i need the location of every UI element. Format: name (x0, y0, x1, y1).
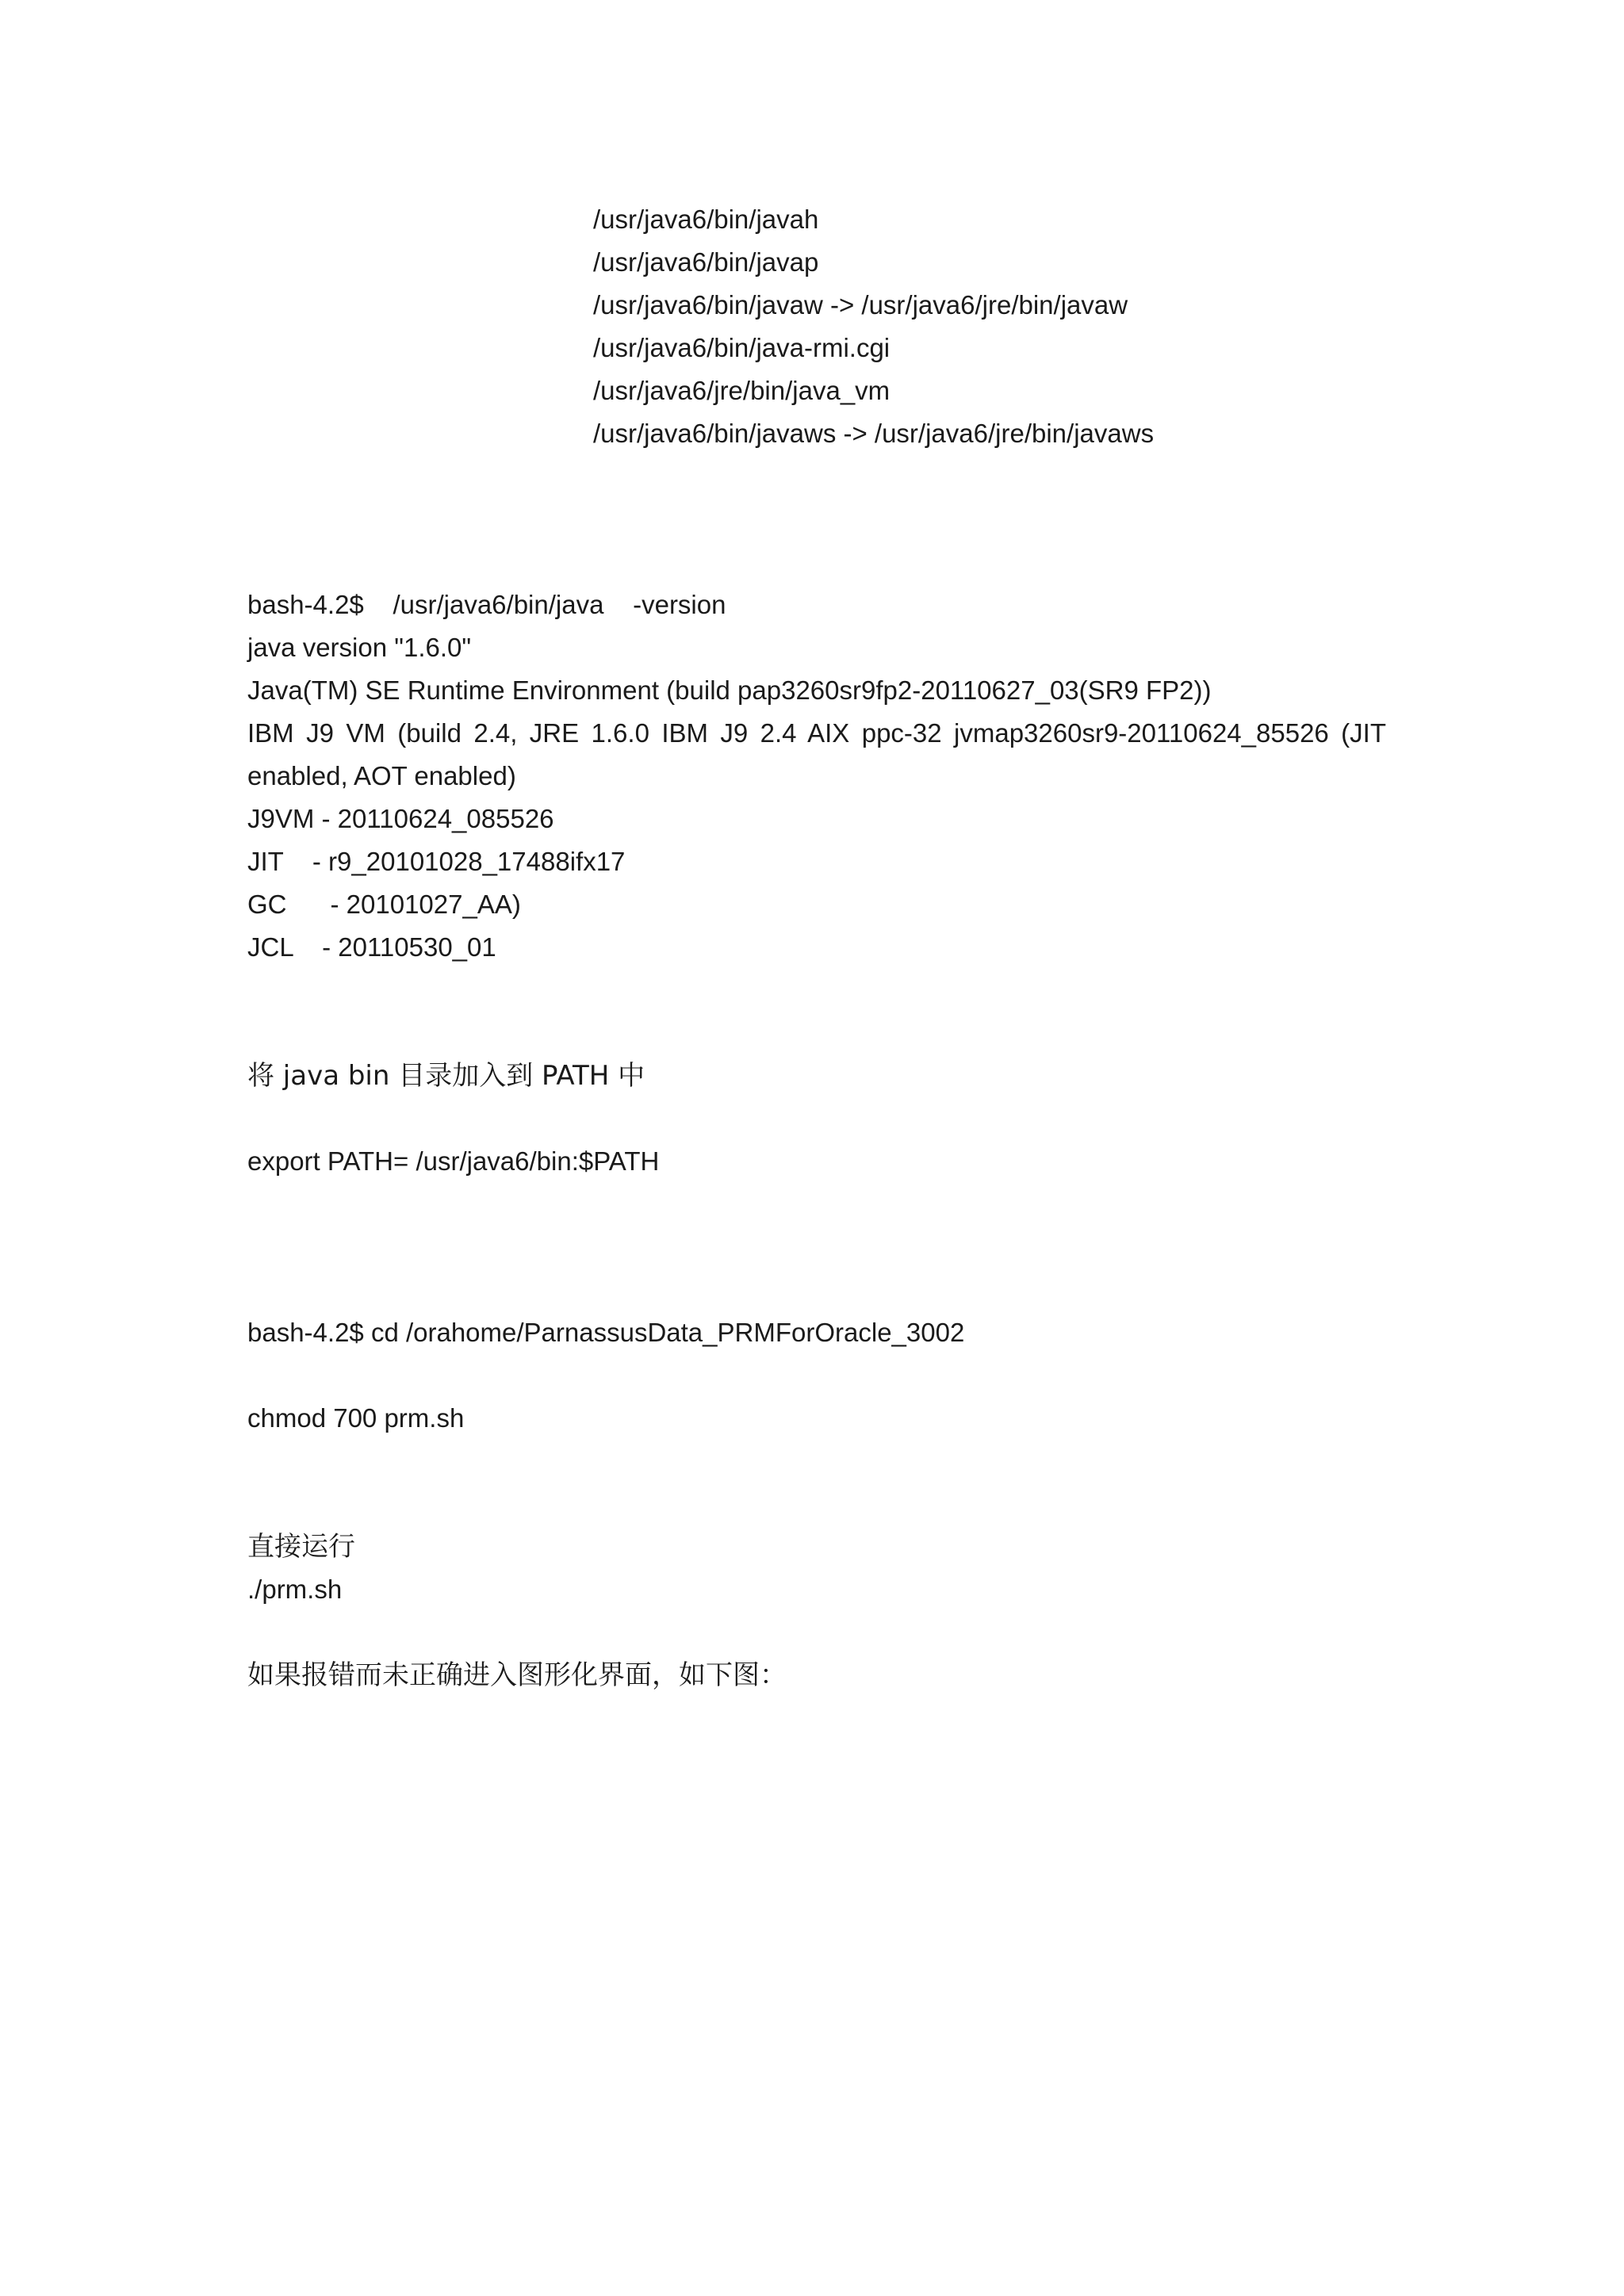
jit-line: JIT - r9_20101028_17488ifx17 (247, 847, 626, 876)
gc-line: GC - 20101027_AA) (247, 890, 521, 919)
version-command: bash-4.2$ /usr/java6/bin/java -version (247, 590, 726, 619)
cd-command: bash-4.2$ cd /orahome/ParnassusData_PRMForOracle_3002 (247, 1318, 965, 1347)
run-directly-label: 直接运行 (247, 1531, 355, 1563)
jcl-line: JCL - 20110530_01 (247, 932, 496, 962)
path-java-vm: /usr/java6/jre/bin/java_vm (593, 376, 891, 405)
path-javaw: /usr/java6/bin/javaw -> /usr/java6/jre/bin/javaw (593, 290, 1128, 320)
j9vm-line: J9VM - 20110624_085526 (247, 804, 554, 833)
path-javaws: /usr/java6/bin/javaws -> /usr/java6/jre/bin/javaws (593, 419, 1155, 448)
path-instruction: 将 java bin 目录加入到 PATH 中 (247, 1060, 645, 1092)
run-command: ./prm.sh (247, 1575, 343, 1604)
runtime-line: Java(TM) SE Runtime Environment (build pap3260sr9fp2-20110627_03(SR9 FP2)) (247, 675, 1212, 705)
path-javap: /usr/java6/bin/javap (593, 247, 819, 277)
error-note: 如果报错而未正确进入图形化界面，如下图： (247, 1659, 787, 1691)
java-version-line: java version "1.6.0" (247, 633, 472, 662)
vm-line-2: enabled, AOT enabled) (247, 761, 516, 790)
chmod-command: chmod 700 prm.sh (247, 1403, 465, 1433)
vm-line-1: IBM J9 VM (build 2.4, JRE 1.6.0 IBM J9 2.4 AIX ppc-32 jvmap3260sr9-20110624_85526 (JIT (247, 718, 1386, 748)
export-command: export PATH= /usr/java6/bin:$PATH (247, 1146, 660, 1176)
path-java-rmi: /usr/java6/bin/java-rmi.cgi (593, 333, 891, 362)
path-javah: /usr/java6/bin/javah (593, 205, 819, 234)
